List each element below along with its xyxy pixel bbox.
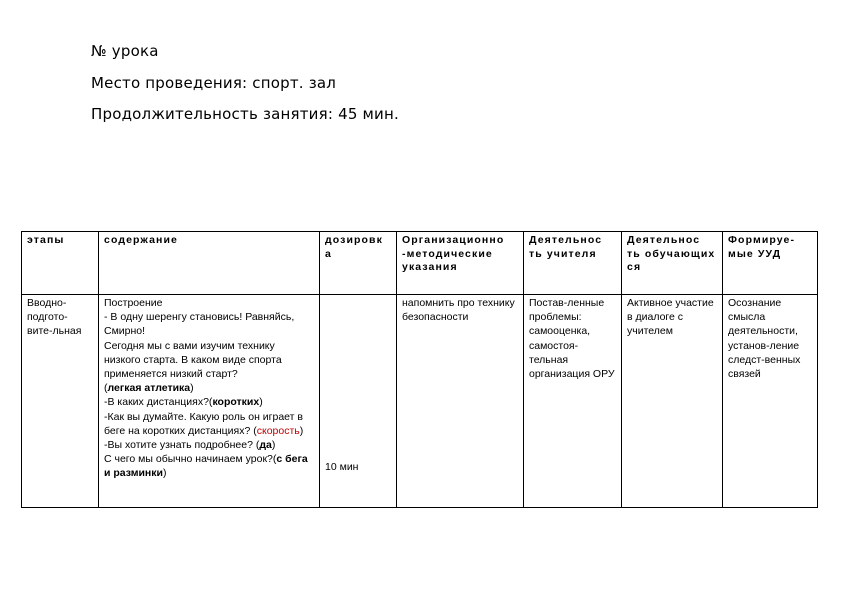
cell-students: Активное участие в диалоге с учителем [622,295,723,508]
content-line: Сегодня мы с вами изучим технику низкого старта. В каком виде спорта применяется низкий старт? [104,339,282,381]
cell-uud: Осознание смысла деятельности, установ-ление следст-венных связей [723,295,818,508]
lesson-duration-label: Продолжительность занятия: 45 мин. [91,105,399,123]
col-header-dosage: дозировк а [320,232,397,295]
cell-stage: Вводно-подгото-вите-льная [22,295,99,508]
content-line: - В одну шеренгу становись! Равняйсь, Смирно! [104,311,295,338]
cell-dosage [320,295,397,508]
col-header-teacher: Деятельнос ть учителя [524,232,622,295]
dosage-value: 10 мин [325,461,359,473]
answer-text: легкая атлетика [107,382,191,395]
col-header-content: содержание [99,232,320,295]
cell-teacher: Постав-ленные проблемы: самооценка, самостоя-тельная организация ОРУ [524,295,622,508]
answer-text: коротких [212,396,260,409]
col-header-uud: Формируе- мые УУД [723,232,818,295]
answer-text-red: скорость [256,424,300,437]
lesson-number-label: № урока [91,42,159,60]
table-row [22,295,818,508]
content-line: -Вы хотите узнать подробнее? (да) [104,439,276,452]
answer-text: да [259,439,272,452]
table-header-row [22,232,818,295]
lesson-place-label: Место проведения: спорт. зал [91,74,337,92]
lesson-plan-table [21,231,818,508]
col-header-students: Деятельнос ть обучающих ся [622,232,723,295]
answer-text: с бега и разминки [104,453,308,480]
cell-content [99,295,320,508]
content-line: -В каких дистанциях?(коротких) [104,396,263,409]
col-header-methodical: Организационно -методические указания [397,232,524,295]
content-line: С чего мы обычно начинаем урок?(с бега и разминки) [104,453,308,480]
content-line: -Как вы думайте. Какую роль он играет в беге на коротких дистанциях? (скорость) [104,410,304,437]
cell-methodical: напомнить про технику безопасности [397,295,524,508]
content-line: Построение [104,297,163,309]
content-line: (легкая атлетика) [104,382,194,395]
col-header-stage: этапы [22,232,99,295]
